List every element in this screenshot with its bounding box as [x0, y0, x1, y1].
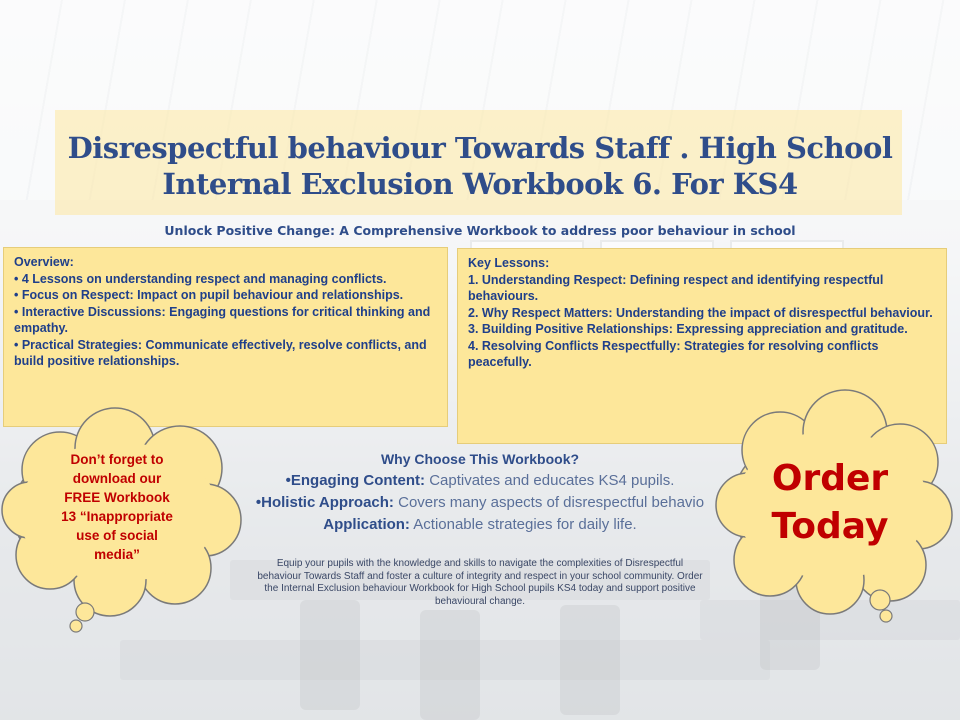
cloud-left-line: download our: [72, 471, 162, 486]
why-item-label: •Holistic Approach:: [255, 494, 394, 511]
cloud-left-line: Don’t forget to: [70, 452, 164, 467]
why-item-text: Captivates and educates KS4 pupils.: [425, 472, 675, 489]
cloud-left-line: 13 “Inappropriate: [61, 509, 173, 524]
overview-heading: Overview:: [14, 255, 74, 269]
description-paragraph: Equip your pupils with the knowledge and skills to navigate the complexities of Disrespectful behaviour Towards Staff and foster a culture of integrity and respect in your school community. Order the Internal Exclusion behaviour Workbook for High School pupils KS4 today and support positive behavioural change.: [257, 558, 703, 607]
overview-item: • 4 Lessons on understanding respect and managing conflicts.: [14, 271, 387, 286]
key-lessons-heading: Key Lessons:: [468, 256, 550, 270]
cloud-left-line: media”: [94, 547, 140, 562]
why-item-label: •Engaging Content:: [285, 472, 426, 489]
overview-item: • Interactive Discussions: Engaging questions for critical thinking and empathy.: [14, 304, 431, 335]
why-item-label: Application:: [323, 516, 410, 533]
key-lesson-item: 1. Understanding Respect: Defining respect and identifying respectful behaviours.: [468, 272, 884, 303]
key-lesson-item: 4. Resolving Conflicts Respectfully: Strategies for resolving conflicts peacefully.: [468, 338, 879, 369]
why-item-text: Covers many aspects of disrespectful behavio: [393, 494, 705, 511]
free-workbook-note: [42, 450, 192, 564]
cloud-left-line: use of social: [76, 528, 158, 543]
why-item-text: Actionable strategies for daily life.: [409, 516, 637, 533]
overview-item: • Focus on Respect: Impact on pupil behaviour and relationships.: [14, 288, 404, 302]
cloud-right-tail: [870, 590, 892, 622]
cloud-right-line: Order: [771, 458, 889, 499]
why-heading: Why Choose This Workbook?: [380, 451, 580, 467]
title-line-2: Internal Exclusion Workbook 6. For KS4: [162, 167, 798, 201]
cloud-left-line: FREE Workbook: [64, 490, 170, 505]
key-lesson-item: 3. Building Positive Relationships: Expressing appreciation and gratitude.: [468, 322, 908, 336]
cloud-left-tail: [70, 603, 94, 632]
title-line-1: Disrespectful behaviour Towards Staff . High School: [67, 131, 893, 165]
order-today-callout[interactable]: [740, 455, 920, 551]
overview-item: • Practical Strategies: Communicate effectively, resolve conflicts, and build positive relationships.: [14, 337, 427, 368]
key-lesson-item: 2. Why Respect Matters: Understanding the impact of disrespectful behaviour.: [468, 305, 933, 320]
cloud-right-line: Today: [771, 506, 889, 547]
subtitle: Unlock Positive Change: A Comprehensive Workbook to address poor behaviour in school: [164, 223, 796, 238]
